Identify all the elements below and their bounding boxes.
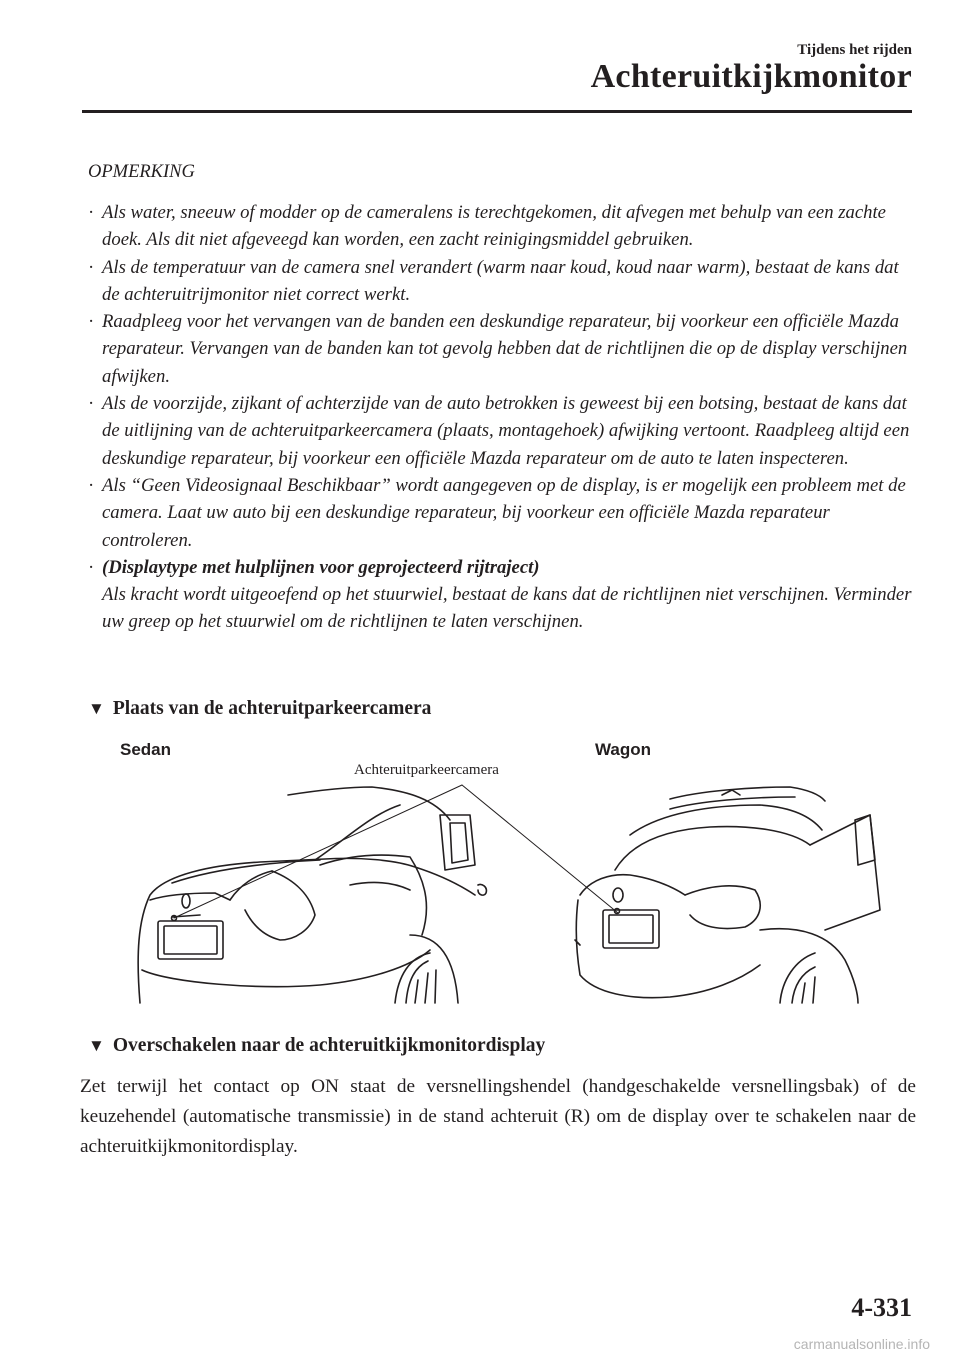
note-text: Als de temperatuur van de camera snel verandert (warm naar koud, koud naar warm), bestaat de kans dat de achteruitrijmonitor niet correct werkt. — [102, 256, 899, 305]
section-heading-text: Plaats van de achteruitparkeercamera — [112, 698, 432, 719]
note-bold-heading: (Displaytype met hulplijnen voor geprojecteerd rijtraject) — [102, 556, 540, 578]
note-heading: OPMERKING — [88, 162, 195, 182]
note-text: Raadpleeg voor het vervangen van de banden een deskundige reparateur, bij voorkeur een officiële Mazda reparateur. Vervangen van de banden kan tot gevolg hebben dat de richtlijnen die op de display verschijnen afwijken. — [102, 311, 908, 387]
note-list — [80, 199, 920, 636]
sedan-car-drawing — [138, 787, 486, 1003]
note-text: Als kracht wordt uitgeoefend op het stuurwiel, bestaat de kans dat de richtlijnen niet verschijnen. Verminder uw greep op het stuurwiel om de richtlijnen te laten verschijnen. — [102, 584, 912, 633]
note-item: · Als de temperatuur van de camera snel verandert (warm naar koud, koud naar warm), bestaat de kans dat de achteruitrijmonitor niet correct werkt. — [88, 256, 899, 305]
note-text: Als “Geen Videosignaal Beschikbaar” wordt aangegeven op de display, is er mogelijk een probleem met de camera. Laat uw auto bij een deskundige reparateur, bij voorkeur een officiële Mazda reparateur controleren. — [102, 474, 906, 551]
camera-location-figure — [110, 735, 920, 1015]
figure-label-sedan: Sedan — [120, 740, 172, 759]
note-item: · Als de voorzijde, zijkant of achterzijde van de auto betrokken is geweest bij een botsing, bestaat de kans dat de uitlijning van de achteruitparkeercamera (plaats, montagehoek) afwijking vertoont. Raadpleeg altijd een deskundige reparateur, bij voorkeur een officiële Mazda reparateur om de auto te laten inspecteren. — [88, 393, 910, 469]
figure-label-wagon: Wagon — [595, 740, 652, 759]
body-paragraph: Zet terwijl het contact op ON staat de versnellingshendel (handgeschakelde versnellingsbak) of de keuzehendel (automatische transmissie) in de stand achteruit (R) om de display over te schakelen naar de achteruitkijkmonitordisplay. — [80, 1076, 916, 1157]
section-heading-text: Overschakelen naar de achteruitkijkmonitordisplay — [112, 1035, 546, 1056]
note-text: Als water, sneeuw of modder op de cameralens is terechtgekomen, dit afvegen met behulp van een zachte doek. Als dit niet afgeveegd kan worden, een zacht reinigingsmiddel gebruiken. — [102, 202, 886, 251]
note-item: · Als “Geen Videosignaal Beschikbaar” wordt aangegeven op de display, is er mogelijk een probleem met de camera. Laat uw auto bij een deskundige reparateur, bij voorkeur een officiële Mazda reparateur controleren. — [88, 474, 906, 551]
triangle-marker-icon: ▼ — [88, 699, 105, 718]
callout-leader-lines — [174, 785, 618, 918]
page-title: Achteruitkijkmonitor — [590, 58, 912, 95]
page-number: 4-331 — [851, 1293, 912, 1322]
triangle-marker-icon: ▼ — [88, 1036, 105, 1055]
wagon-car-drawing — [575, 787, 880, 1003]
watermark: carmanualsonline.info — [793, 1336, 930, 1352]
figure-callout-label: Achteruitparkeercamera — [354, 762, 499, 778]
section-header: Tijdens het rijden — [797, 42, 912, 58]
note-item: · Raadpleeg voor het vervangen van de banden een deskundige reparateur, bij voorkeur een officiële Mazda reparateur. Vervangen van de banden kan tot gevolg hebben dat de richtlijnen die op de display verschijnen afwijken. — [88, 311, 908, 387]
note-item: · Als water, sneeuw of modder op de cameralens is terechtgekomen, dit afvegen met behulp van een zachte doek. Als dit niet afgeveegd kan worden, een zacht reinigingsmiddel gebruiken. — [88, 202, 886, 251]
section-heading-switching — [88, 1035, 545, 1057]
car-illustration — [110, 735, 920, 1015]
header-rule — [82, 110, 912, 113]
section-heading-camera-location — [88, 698, 431, 720]
note-item: · (Displaytype met hulplijnen voor geprojecteerd rijtraject) Als kracht wordt uitgeoefend op het stuurwiel, bestaat de kans dat de richtlijnen niet verschijnen. Verminder uw greep op het stuurwiel om de richtlijnen te laten verschijnen. — [88, 556, 912, 633]
note-text: Als de voorzijde, zijkant of achterzijde van de auto betrokken is geweest bij een botsing, bestaat de kans dat de uitlijning van de achteruitparkeercamera (plaats, montagehoek) afwijking vertoont. Raadpleeg altijd een deskundige reparateur, bij voorkeur een officiële Mazda reparateur om de auto te laten inspecteren. — [102, 393, 910, 469]
